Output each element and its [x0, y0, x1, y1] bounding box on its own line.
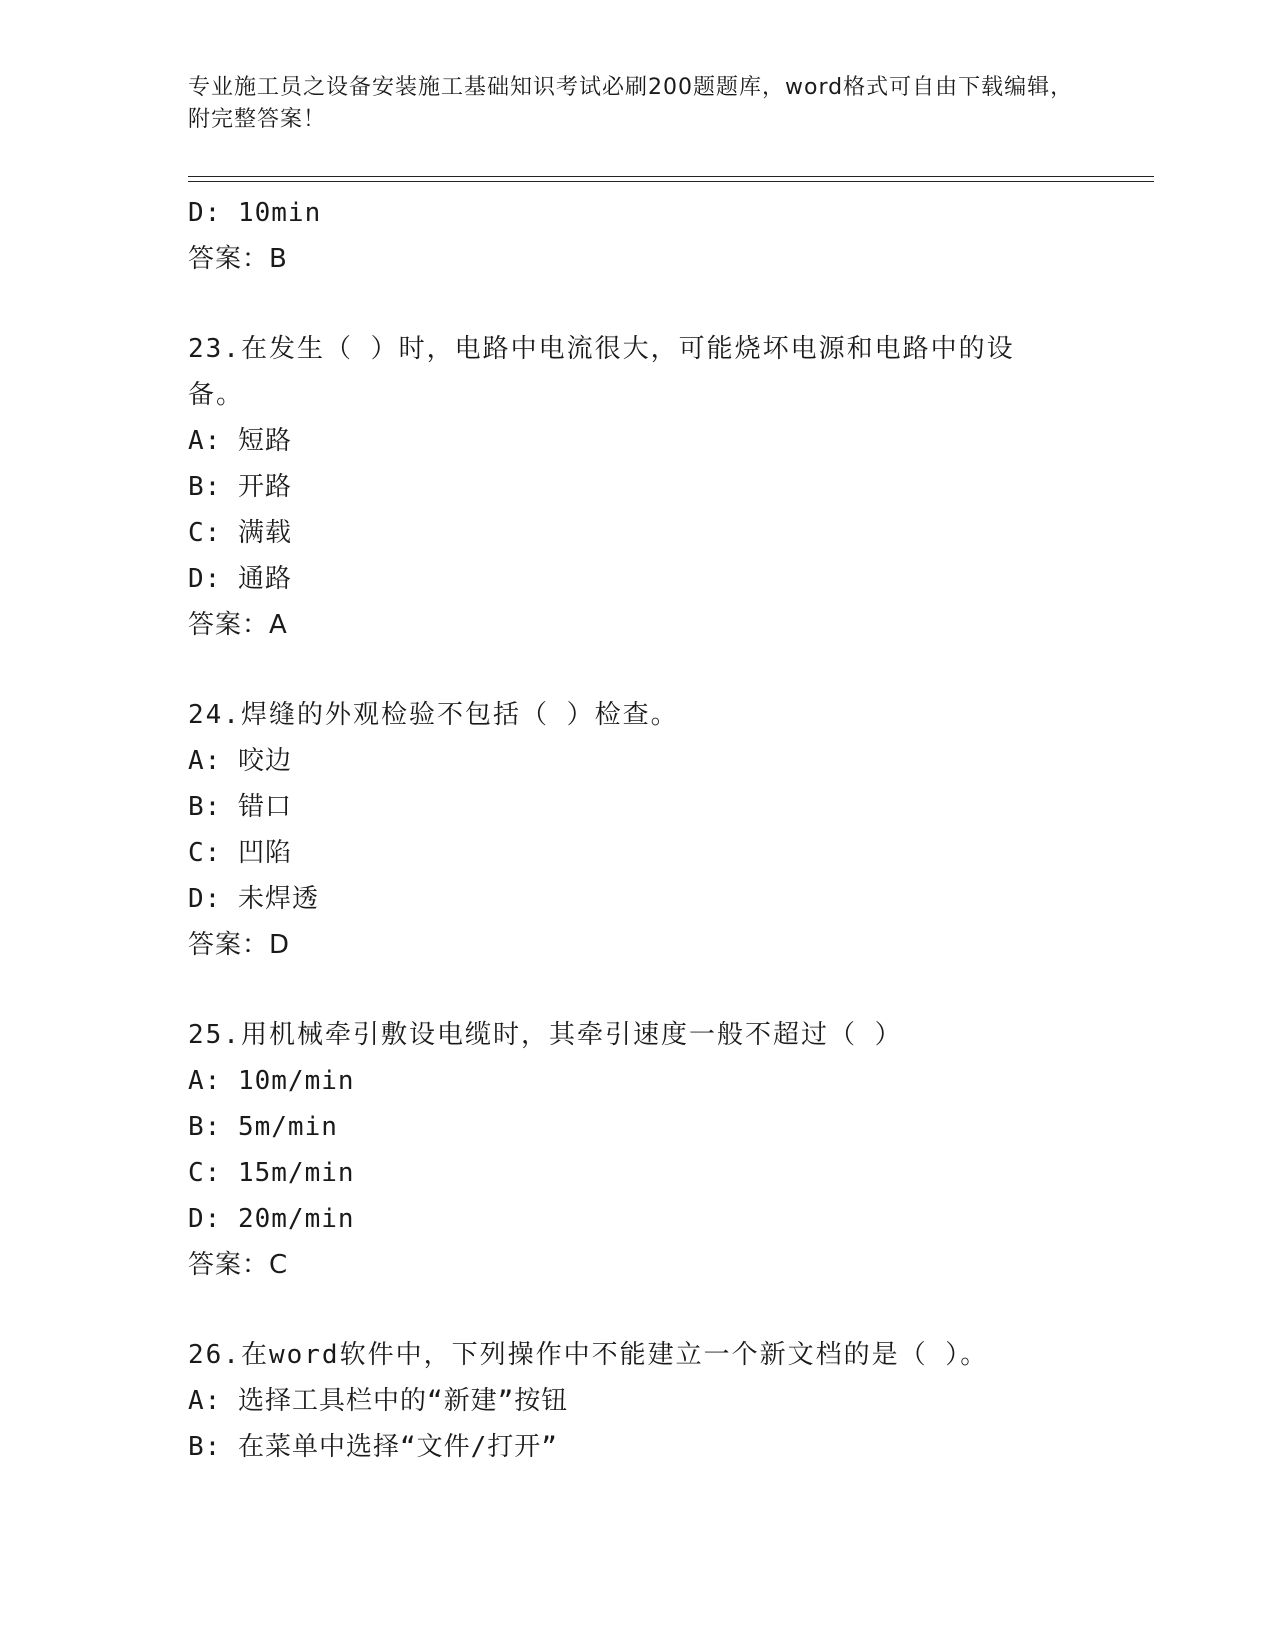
option-b: B: 开路 [188, 472, 292, 502]
question-23 [188, 326, 1154, 648]
option-b: B: 在菜单中选择“文件/打开” [188, 1432, 558, 1462]
question-stem: 23.在发生（ ）时，电路中电流很大，可能烧坏电源和电路中的设备。 [188, 334, 1015, 410]
option-b: B: 错口 [188, 792, 292, 822]
option-d: D: 未焊透 [188, 884, 319, 914]
question-24 [188, 692, 1154, 968]
header-rule-top [188, 176, 1154, 177]
option-a: A: 咬边 [188, 746, 292, 776]
option-b: B: 5m/min [188, 1112, 338, 1142]
question-stem: 26.在word软件中，下列操作中不能建立一个新文档的是（ ）。 [188, 1340, 989, 1370]
question-25 [188, 1012, 1154, 1288]
previous-option-d: D: 10min [188, 198, 322, 228]
document-header: 专业施工员之设备安装施工基础知识考试必刷200题题库，word格式可自由下载编辑，附完整答案！ [188, 75, 1074, 132]
option-c: C: 15m/min [188, 1158, 355, 1188]
option-a: A: 选择工具栏中的“新建”按钮 [188, 1386, 569, 1416]
question-stem: 25.用机械牵引敷设电缆时，其牵引速度一般不超过（ ） [188, 1020, 903, 1050]
option-c: C: 凹陷 [188, 838, 292, 868]
question-content [188, 190, 1154, 1470]
option-d: D: 20m/min [188, 1204, 355, 1234]
answer: 答案：C [188, 1250, 289, 1280]
question-26 [188, 1332, 1154, 1470]
answer: 答案：A [188, 610, 288, 640]
previous-answer: 答案：B [188, 244, 288, 274]
option-a: A: 10m/min [188, 1066, 355, 1096]
question-stem: 24.焊缝的外观检验不包括（ ）检查。 [188, 700, 679, 730]
option-d: D: 通路 [188, 564, 292, 594]
option-c: C: 满载 [188, 518, 292, 548]
answer: 答案：D [188, 930, 291, 960]
header-rule-bottom [188, 181, 1154, 182]
option-a: A: 短路 [188, 426, 292, 456]
